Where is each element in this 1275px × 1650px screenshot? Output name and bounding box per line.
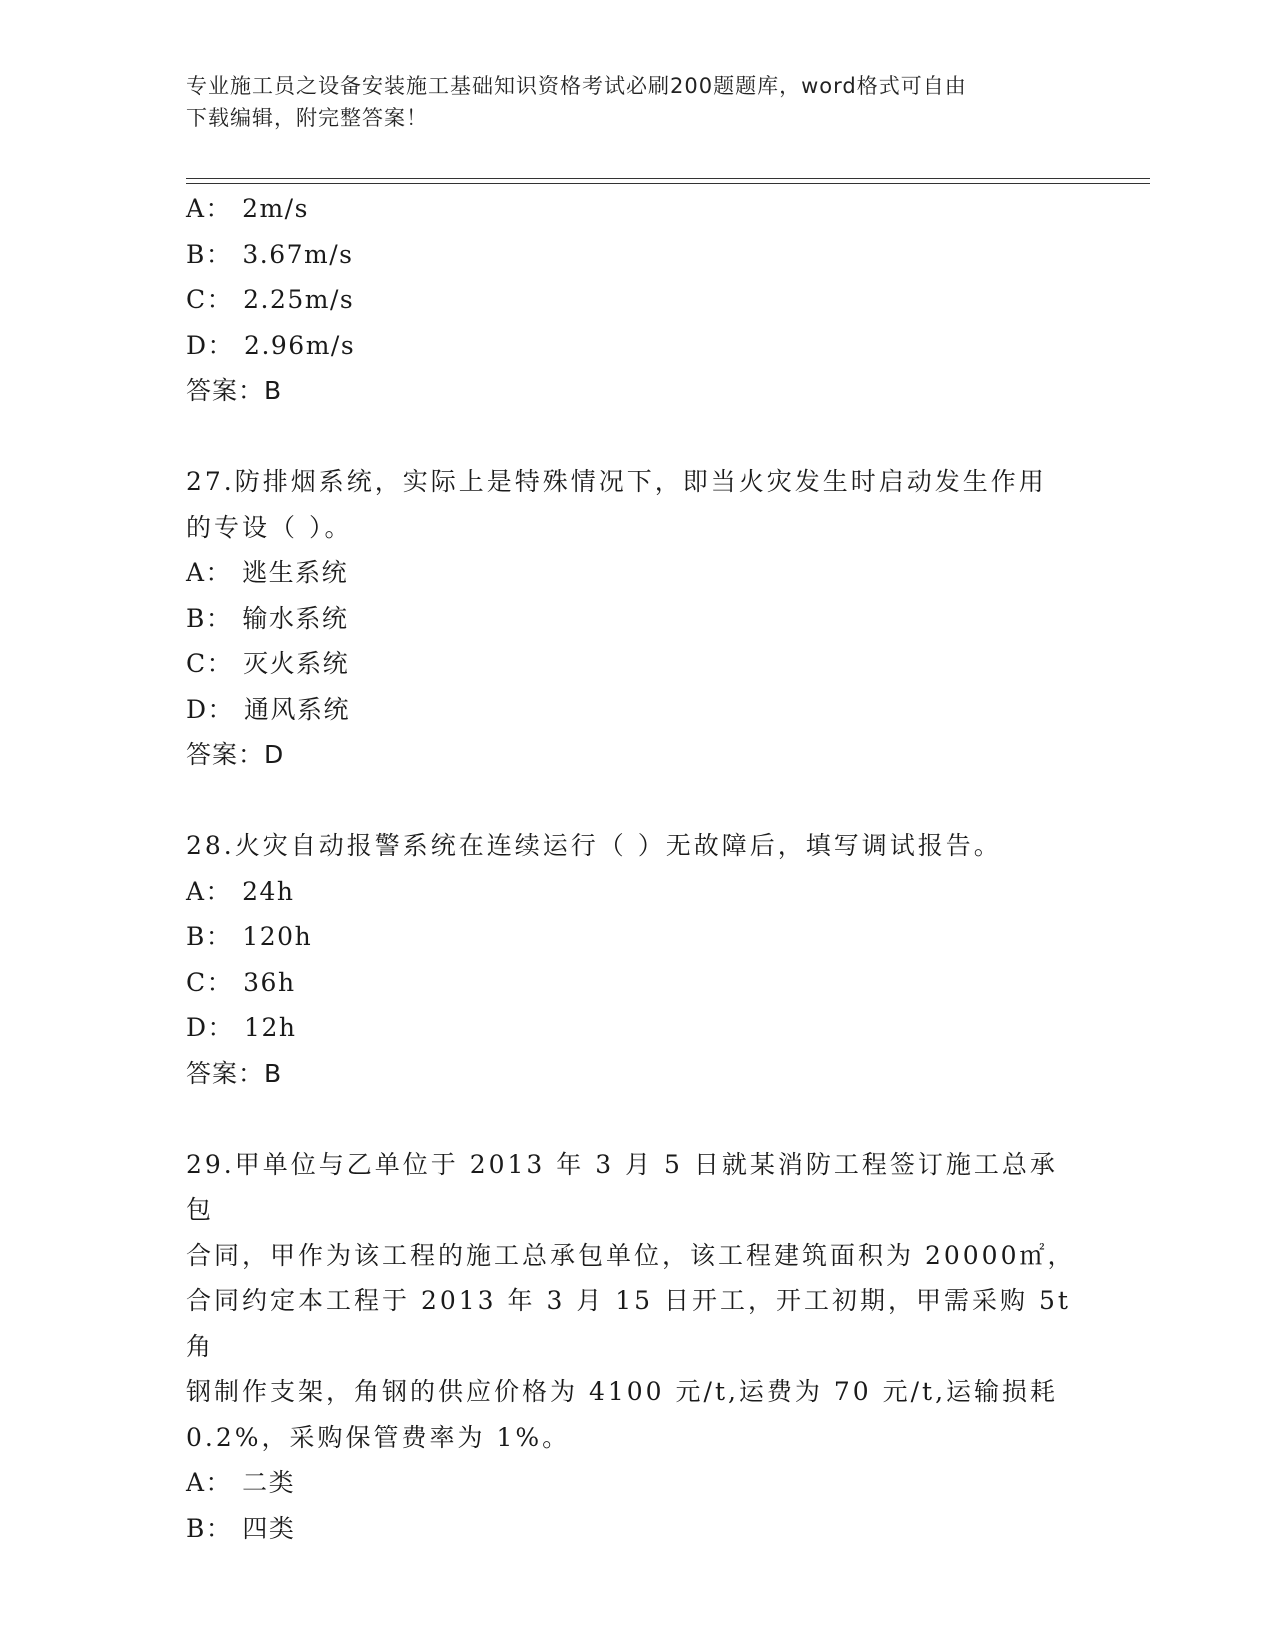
question-29-text-line-5: 0.2%，采购保管费率为 1%。: [186, 1422, 571, 1452]
question-list: [186, 186, 1086, 1551]
question-27: [186, 459, 1086, 778]
answer-28: 答案：B: [186, 1058, 283, 1088]
option-a: A： 2m/s: [186, 194, 309, 223]
question-29-text-line-4: 钢制作支架，角钢的供应价格为 4100 元/t,运费为 70 元/t,运输损耗: [186, 1377, 1059, 1406]
option-d: D： 通风系统: [186, 694, 351, 724]
header-divider-bottom: [186, 183, 1150, 184]
question-29-text-line-1: 29.甲单位与乙单位于 2013 年 3 月 5 日就某消防工程签订施工总承包: [186, 1149, 1058, 1224]
page-header: [186, 70, 1066, 134]
question-28-text-line-1: 28.火灾自动报警系统在连续运行（ ）无故障后，填写调试报告。: [186, 831, 1002, 860]
option-c: C： 灭火系统: [186, 649, 350, 678]
question-29-text-line-2: 合同，甲作为该工程的施工总承包单位，该工程建筑面积为 20000㎡，: [186, 1240, 1076, 1270]
option-d: D： 2.96m/s: [186, 330, 356, 360]
question-29-text-line-3: 合同约定本工程于 2013 年 3 月 15 日开工，开工初期，甲需采购 5t 角: [186, 1286, 1071, 1361]
option-b: B： 120h: [186, 922, 313, 951]
option-c: C： 2.25m/s: [186, 285, 355, 314]
option-c: C： 36h: [186, 967, 296, 997]
question-27-text-line-2: 的专设（ ）。: [186, 512, 353, 542]
question-28: [186, 823, 1086, 1096]
answer-27: 答案：D: [186, 740, 285, 769]
answer-26: 答案：B: [186, 376, 283, 405]
question-29: [186, 1142, 1086, 1552]
header-divider-top: [186, 178, 1150, 179]
question-27-text-line-1: 27.防排烟系统，实际上是特殊情况下，即当火灾发生时启动发生作用: [186, 467, 1047, 496]
option-a: A： 24h: [186, 876, 295, 906]
header-title-line-2: 下载编辑，附完整答案！: [186, 106, 428, 130]
option-b: B： 四类: [186, 1513, 296, 1543]
header-title-line-1: 专业施工员之设备安装施工基础知识资格考试必刷200题题库，word格式可自由: [186, 74, 967, 98]
option-a: A： 二类: [186, 1468, 296, 1497]
option-a: A： 逃生系统: [186, 558, 349, 587]
option-b: B： 输水系统: [186, 603, 349, 633]
question-26: [186, 186, 1086, 414]
option-b: B： 3.67m/s: [186, 239, 354, 269]
option-d: D： 12h: [186, 1013, 297, 1042]
